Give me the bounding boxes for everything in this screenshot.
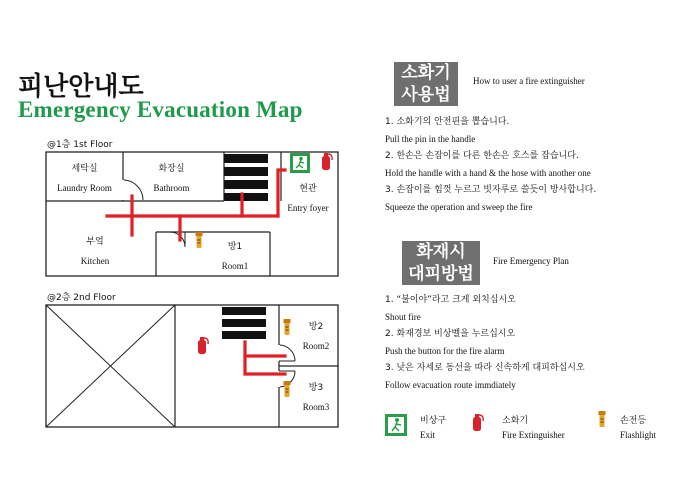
emergency-steps [385,292,585,394]
floor1-label: @1층 1st Floor [47,140,113,150]
floor2-extinguisher-icon [198,337,208,354]
legend-exit-en: Exit [420,430,435,440]
extinguisher-badge-line1: 소화기 [401,63,451,83]
emergency-plan-subtitle: Fire Emergency Plan [493,256,569,266]
extinguisher-step-1-en: Pull the pin in the handle [385,134,476,144]
room-kitchen-en: Kitchen [80,256,110,266]
room-laundry [46,160,123,198]
legend-extinguisher-icon [473,414,483,431]
emergency-step-3-en: Follow evacuation route immdiately [385,380,516,390]
emergency-step-3-ko: 3. 낮은 자세로 동선을 따라 신속하게 대피하십시오 [385,363,585,373]
room-room3 [293,379,339,417]
floor1-stairs [224,154,268,201]
emergency-step-1-en: Shout fire [385,312,421,322]
extinguisher-usage-badge [394,62,458,106]
room-room1-en: Room1 [221,261,249,271]
room-room2-ko: 방2 [308,322,324,332]
room-kitchen [60,233,130,271]
room-entry-ko: 현관 [299,184,317,194]
extinguisher-badge-line2: 사용법 [401,85,451,105]
legend-exit-icon [385,414,407,436]
legend-extinguisher-en: Fire Extinguisher [502,430,565,440]
emergency-step-2-ko: 2. 화재경보 비상벨을 누르십시오 [385,329,516,339]
extinguisher-step-2-en: Hold the handle with a hand & the hose with another one [385,168,591,178]
emergency-badge-line2: 대피방법 [408,264,474,284]
extinguisher-step-2-ko: 2. 한손은 손잡이를 다른 한손은 호스를 잡습니다. [385,151,579,161]
floor2-flashlight-icon [284,381,291,397]
room-entry-en: Entry foyer [287,203,329,213]
room-kitchen-ko: 부엌 [86,237,104,247]
extinguisher-step-1-ko: 1. 소화기의 안전핀을 뽑습니다. [385,117,510,127]
extinguisher-steps [385,114,596,216]
page-title-korean: 피난안내도 [18,72,144,102]
floor2-stairs [222,307,266,339]
emergency-plan-badge [402,241,480,285]
legend-flashlight-ko: 손전등 [620,416,647,426]
room-room2-en: Room2 [302,341,330,351]
extinguisher-step-3-ko: 3. 손잡이를 힘껏 누르고 빗자루로 쓸듯이 방사합니다. [385,185,597,195]
extinguisher-usage-subtitle: How to user a fire extinguisher [473,76,585,86]
floor2-label: @2층 2nd Floor [47,293,116,303]
room-room2 [293,318,339,356]
extinguisher-step-3-en: Squeeze the operation and sweep the fire [385,202,533,212]
room-room3-en: Room3 [302,402,330,412]
emergency-badge-line1: 화재시 [416,242,466,262]
legend-exit-ko: 비상구 [420,416,447,426]
floor1-exit-icon [290,153,310,173]
room-bathroom [123,160,220,198]
floor1-extinguisher-icon [322,153,332,170]
floor2-flashlight-icon [284,319,291,335]
legend-flashlight-icon [599,411,606,427]
room-bathroom-en: Bathroom [153,183,190,193]
room-entry [280,180,336,218]
room-room1-ko: 방1 [227,242,243,252]
emergency-step-2-en: Push the button for the fire alarm [385,346,505,356]
page-title-english: Emergency Evacuation Map [18,97,303,122]
legend-flashlight-en: Flashlight [620,430,657,440]
room-room1 [200,238,270,276]
room-bathroom-ko: 화장실 [158,164,185,174]
emergency-step-1-ko: 1. “불이야”라고 크게 외치십시오 [385,295,516,305]
legend-extinguisher-ko: 소화기 [502,416,529,426]
room-room3-ko: 방3 [308,383,324,393]
room-laundry-ko: 세탁실 [71,164,98,174]
room-laundry-en: Laundry Room [57,183,112,193]
